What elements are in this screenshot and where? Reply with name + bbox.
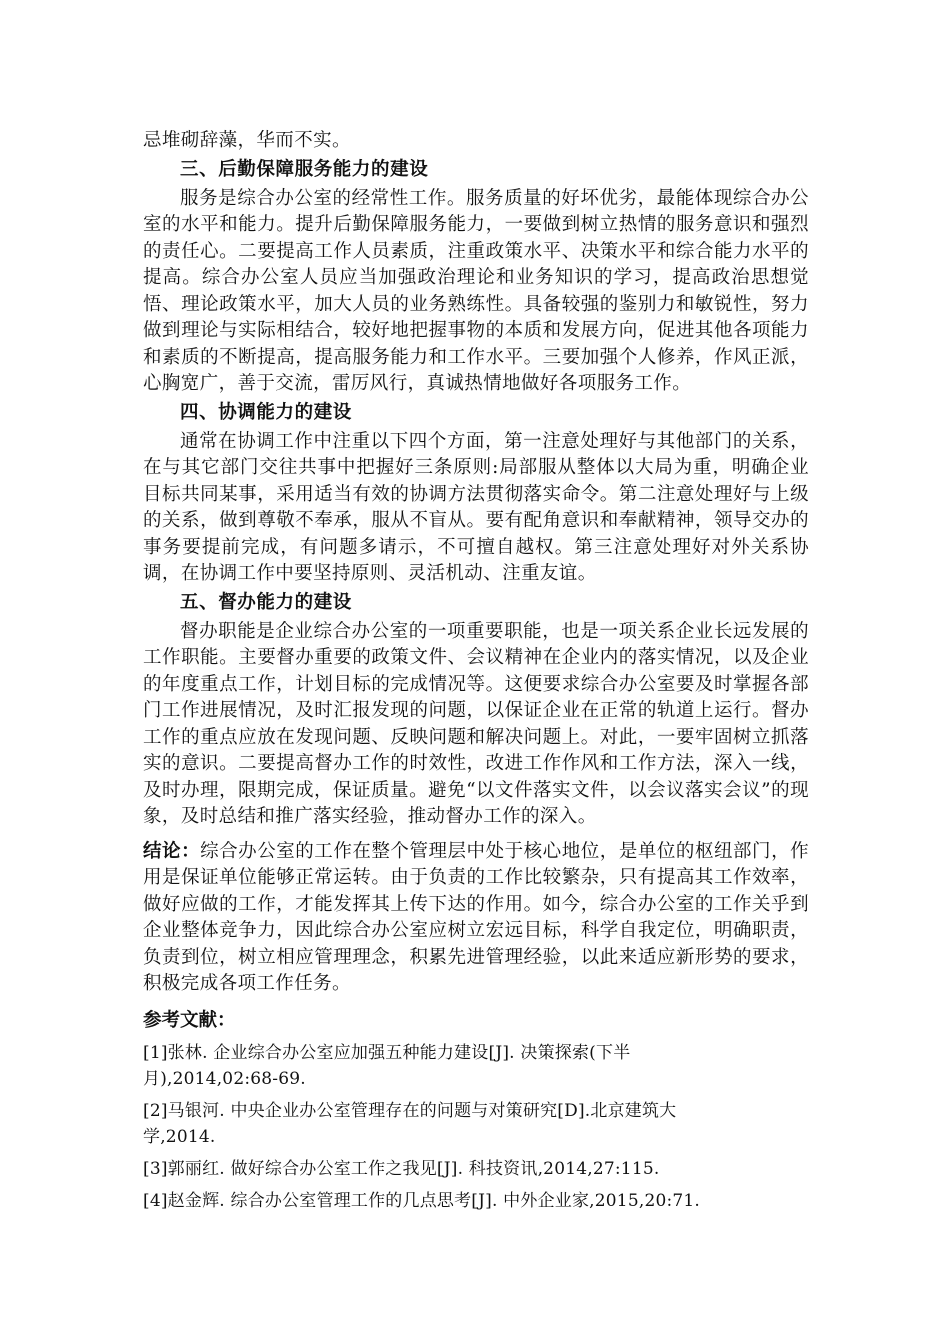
- section-heading-logistics: 三、后勤保障服务能力的建设: [180, 158, 429, 180]
- conclusion-text: 综合办公室的工作在整个管理层中处于核心地位，是单位的枢纽部门，作用是保证单位能够正常运转。由于负责的工作比较繁杂，只有提高其工作效率，做好应做的工作，才能发挥其上传下达的作用。如今，综合办公室的工作关乎到企业整体竞争力，因此综合办公室应树立宏远目标，科学自我定位，明确职责，负责到位，树立相应管理理念，积累先进管理经验，以此来适应新形势的要求，积极完成各项工作任务。: [143, 840, 810, 994]
- section-body-coordination: 通常在协调工作中注重以下四个方面，第一注意处理好与其他部门的关系，在与其它部门交往共事中把握好三条原则:局部服从整体以大局为重，明确企业目标共同某事，采用适当有效的协调方法贯彻落实命令。第二注意处理好与上级的关系，做到尊敬不奉承，服从不盲从。要有配角意识和奉献精神，领导交办的事务要提前完成，有问题多请示，不可擅自越权。第三注意处理好对外关系协调，在协调工作中要坚持原则、灵活机动、注重友谊。: [143, 430, 809, 584]
- references-list: [143, 1040, 809, 1214]
- conclusion-label: 结论：: [143, 840, 201, 862]
- references-heading: 参考文献：: [143, 1009, 236, 1031]
- conclusion-paragraph: [143, 839, 809, 998]
- reference-item: [2]马银河. 中央企业办公室管理存在的问题与对策研究[D].北京建筑大学,2014.: [143, 1100, 677, 1147]
- document-page: [143, 128, 809, 1220]
- reference-item: [1]张林. 企业综合办公室应加强五种能力建设[J]. 决策探索(下半月),2014,02:68-69.: [143, 1042, 631, 1089]
- section-body-supervision: 督办职能是企业综合办公室的一项重要职能，也是一项关系企业长远发展的工作职能。主要督办重要的政策文件、会议精神在企业内的落实情况，以及企业的年度重点工作，计划目标的完成情况等。这便要求综合办公室要及时掌握各部门工作进展情况，及时汇报发现的问题，以保证企业在正常的轨道上运行。督办工作的重点应放在发现问题、反映问题和解决问题上。对此，一要牢固树立抓落实的意识。二要提高督办工作的时效性，改进工作作风和工作方法，深入一线，及时办理，限期完成，保证质量。避免“以文件落实文件，以会议落实会议”的现象，及时总结和推广落实经验，推动督办工作的深入。: [143, 620, 809, 827]
- reference-item: [4]赵金辉. 综合办公室管理工作的几点思考[J]. 中外企业家,2015,20:71.: [143, 1190, 701, 1211]
- section-heading-coordination: 四、协调能力的建设: [180, 401, 352, 423]
- intro-fragment: 忌堆砌辞藻，华而不实。: [143, 130, 351, 151]
- reference-item: [3]郭丽红. 做好综合办公室工作之我见[J]. 科技资讯,2014,27:115.: [143, 1158, 660, 1179]
- section-heading-supervision: 五、督办能力的建设: [180, 591, 352, 613]
- section-body-logistics: 服务是综合办公室的经常性工作。服务质量的好坏优劣，最能体现综合办公室的水平和能力。提升后勤保障服务能力，一要做到树立热情的服务意识和强烈的责任心。二要提高工作人员素质，注重政策水平、决策水平和综合能力水平的提高。综合办公室人员应当加强政治理论和业务知识的学习，提高政治思想觉悟、理论政策水平，加大人员的业务熟练性。具备较强的鉴别力和敏锐性，努力做到理论与实际相结合，较好地把握事物的本质和发展方向，促进其他各项能力和素质的不断提高，提高服务能力和工作水平。三要加强个人修养，作风正派，心胸宽广，善于交流，雷厉风行，真诚热情地做好各项服务工作。: [143, 187, 809, 394]
